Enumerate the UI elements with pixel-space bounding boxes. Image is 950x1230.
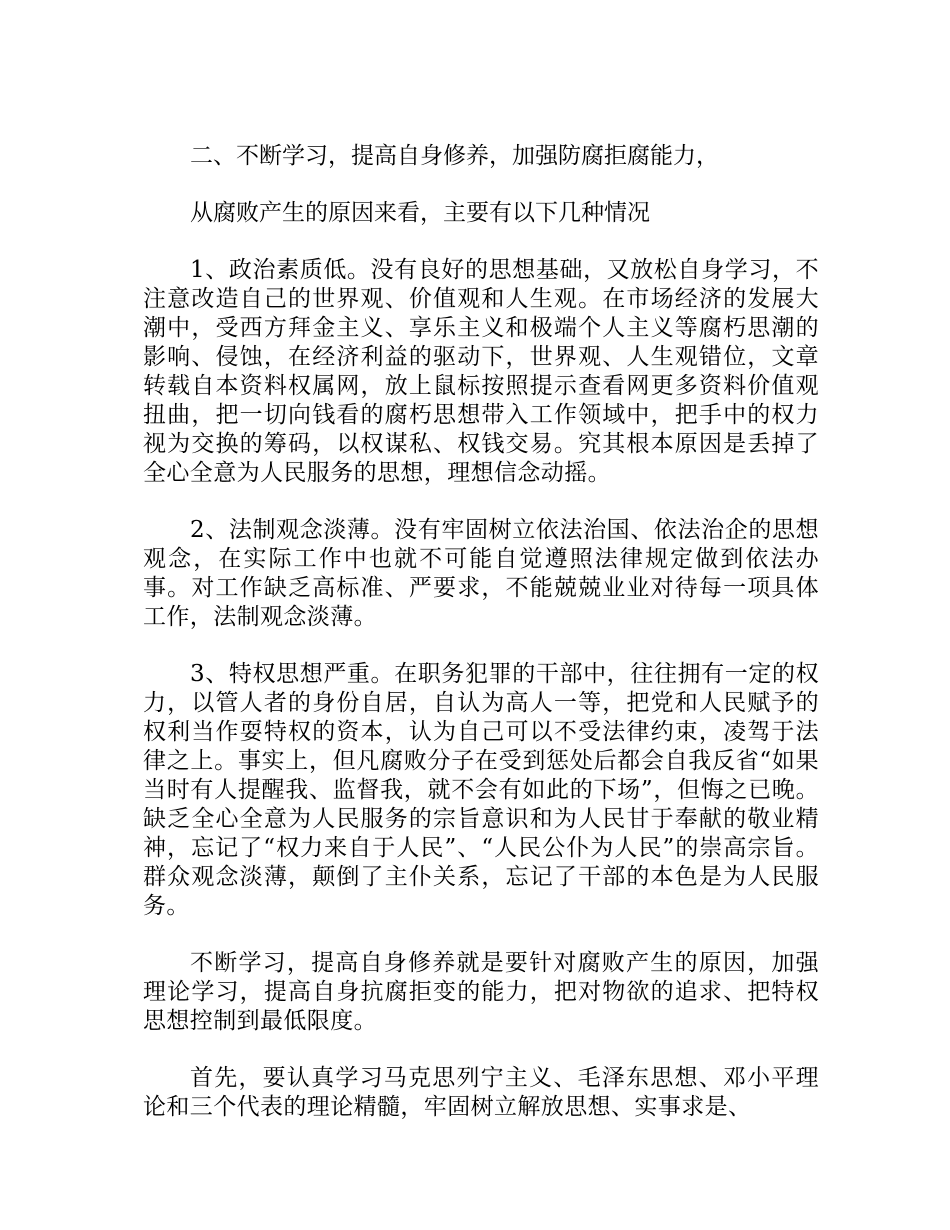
subsection-heading: 从腐败产生的原因来看，主要有以下几种情况 — [190, 200, 650, 226]
paragraph-privilege-thinking: 3、特权思想严重。在职务犯罪的干部中，往往拥有一定的权力，以管人者的身份自居，自认为高人一等，把党和人民赋予的权利当作耍特权的资本，认为自己可以不受法律约束，凌驾于法律之上。事实上，但凡腐败分子在受到惩处后都会自我反省“如果当时有人提醒我、监督我，就不会有如此的下场”，但悔之已晚。缺乏全心全意为人民服务的宗旨意识和为人民甘于奉献的敬业精神，忘记了“权力来自于人民”、“人民公仆为人民”的崇高宗旨。群众观念淡薄，颠倒了主仆关系，忘记了干部的本色是为人民服务。 — [143, 661, 819, 919]
paragraph-continuous-learning: 不断学习，提高自身修养就是要针对腐败产生的原因，加强理论学习，提高自身抗腐拒变的能力，把对物欲的追求、把特权思想控制到最低限度。 — [143, 950, 819, 1034]
paragraph-political-quality: 1、政治素质低。没有良好的思想基础，又放松自身学习，不注意改造自己的世界观、价值观和人生观。在市场经济的发展大潮中，受西方拜金主义、享乐主义和极端个人主义等腐朽思潮的影响、侵蚀，在经济利益的驱动下，世界观、人生观错位，文章转载自本资料权属网，放上鼠标按照提示查看网更多资料价值观扭曲，把一切向钱看的腐朽思想带入工作领域中，把手中的权力视为交换的筹码，以权谋私、权钱交易。究其根本原因是丢掉了全心全意为人民服务的思想，理想信念动摇。 — [143, 257, 819, 486]
paragraph-first-point: 首先，要认真学习马克思列宁主义、毛泽东思想、邓小平理论和三个代表的理论精髓，牢固树立解放思想、实事求是、 — [143, 1065, 819, 1120]
paragraph-legal-awareness: 2、法制观念淡薄。没有牢固树立依法治国、依法治企的思想观念，在实际工作中也就不可能自觉遵照法律规定做到依法办事。对工作缺乏高标准、严要求，不能兢兢业业对待每一项具体工作，法制观念淡薄。 — [143, 517, 819, 630]
document-body — [143, 142, 819, 1150]
section-heading: 二、不断学习，提高自身修养，加强防腐拒腐能力， — [190, 143, 719, 169]
